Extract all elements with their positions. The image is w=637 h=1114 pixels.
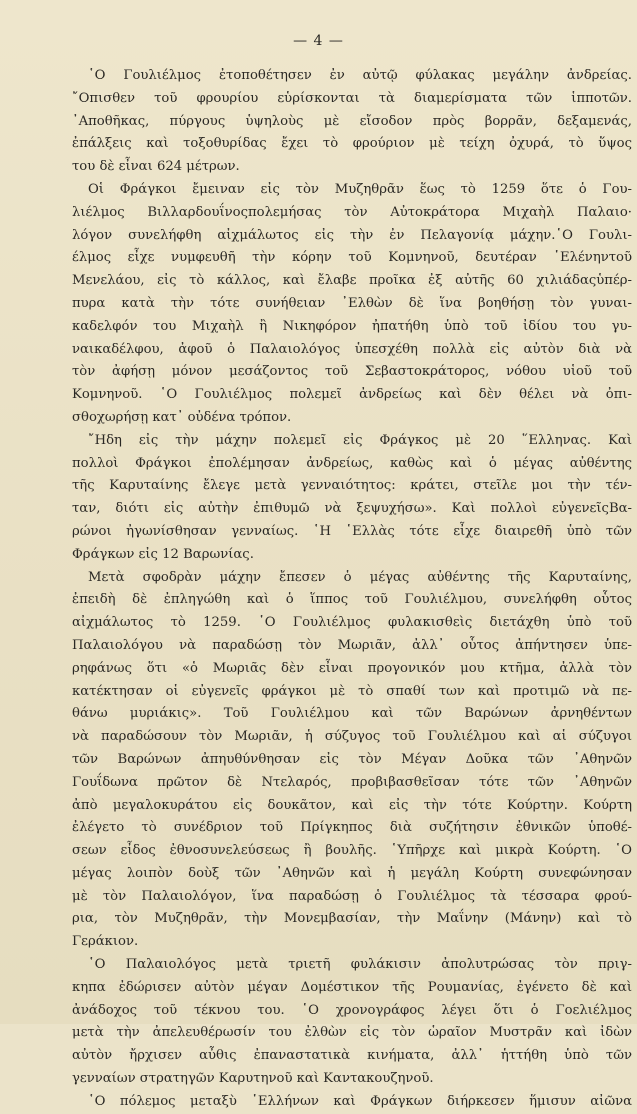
text-line: ταν, διότι εἰς αὐτὴν ἐπιθυμῶ νὰ ξεψυχήσω». Καὶ πολλοὶ εὐγενεῖςΒα-	[72, 501, 632, 517]
text-line: πυρα κατὰ τὴν τότε συνήθειαν ᾿Ελθὼν δὲ ἵνα βοηθήσῃ τὸν γυναι-	[72, 295, 632, 311]
text-line: Φράγκων εἰς 12 Βαρωνίας.	[72, 546, 254, 562]
text-line: ἐλέγετο τὸ συνέδριον τοῦ Πρίγκηπος διὰ συζήτησιν ἐθνικῶν ὑποθέ-	[72, 820, 632, 836]
text-line: Γουΐδωνα πρῶτον δὲ Ντελαρός, προβιβασθεῖσαν τότε τῶν ᾿Αθηνῶν	[72, 774, 632, 790]
text-line: ἐπειδὴ δὲ ἐπληγώθη καὶ ὁ ἵππος τοῦ Γουλιέλμου, συνελήφθη οὗτος	[72, 592, 632, 608]
text-line: αὐτὸν ἤρχισεν αὖθις ἐπαναστατικὰ κινήματα, ἀλλ᾿ ἡττήθη ὑπὸ τῶν	[72, 1048, 632, 1064]
text-line: αἰχμάλωτος τὸ 1259. ῾Ο Γουλιέλμος φυλακισθεὶς διετάχθη ὑπὸ τοῦ	[72, 615, 632, 631]
text-line: Κομνηνοῦ. ῾Ο Γουλιέλμος πολεμεῖ ἀνδρείως καὶ δὲν θέλει νὰ ὀπι-	[72, 387, 632, 403]
text-line: Οἱ Φράγκοι ἔμειναν εἰς τὸν Μυζηθρᾶν ἕως τὸ 1259 ὅτε ὁ Γου-	[88, 181, 632, 197]
text-line: ἀνάδοχος τοῦ τέκνου του. ῾Ο χρονογράφος λέγει ὅτι ὁ Γοελιέλμος	[72, 1002, 632, 1018]
text-line: τῆς Καρυταίνης ἔλεγε μετὰ γενναιότητος: κράτει, στεῖλε μοι τὴν τέν-	[72, 478, 632, 494]
text-line: κηπα ἐδώρισεν αὐτὸν μέγαν Δομέστικον τῆς Ρουμανίας, ἐγένετο δὲ καὶ	[72, 979, 632, 995]
text-line: του δὲ εἶναι 624 μέτρων.	[72, 159, 240, 175]
text-line: ναικαδέλφου, ἀφοῦ ὁ Παλαιολόγος ὑπεσχέθη πολλὰ εἰς αὐτὸν διὰ νὰ	[72, 341, 632, 357]
text-line: ρώνοι ἠγωνίσθησαν γενναίως. ῾Η ῾Ελλὰς τότε εἶχε διαιρεθῆ ὑπὸ τῶν	[72, 523, 632, 539]
text-line: έλμος εἶχε νυμφευθῆ τὴν κόρην τοῦ Κομνηνοῦ, δευτέραν ῾Ελένηντοῦ	[72, 250, 632, 266]
text-line: ῾Ο Γουλιέλμος ἐτοποθέτησεν ἐν αὐτῷ φύλακας μεγάλην ἀνδρείας.	[88, 68, 632, 83]
text-line: τὸν ἀφήσῃ μόνον μεσάζοντος τοῦ Σεβαστοκράτορος, νόθου υἱοῦ τοῦ	[72, 364, 632, 380]
text-line: λιέλμος Βιλλαρδουΐνοςπολεμήσας τὸν Αὐτοκράτορα Μιχαὴλ Παλαιο·	[72, 204, 632, 220]
text-line: καδελφόν του Μιχαὴλ ἢ Νικηφόρον ἠπατήθη ὑπὸ τοῦ ἰδίου του γυ-	[72, 318, 632, 334]
text-line: γενναίων στρατηγῶν Καρυτηνοῦ καὶ Καντακουζηνοῦ.	[72, 1071, 434, 1087]
text-line: κατέκτησαν οἱ εὐγενεῖς φράγκοι μὲ τὸ σπαθί των καὶ προτιμῶ νὰ πε-	[72, 683, 632, 699]
text-line: μετὰ τὴν ἀπελευθέρωσίν του ἐλθὼν εἰς τὸν ὡραῖον Μυστρᾶν καὶ ἰδὼν	[72, 1025, 632, 1041]
body-text	[72, 65, 632, 1114]
text-line: τῶν Βαρώνων ἀπηυθύνθησαν εἰς τὸν Μέγαν Δοῦκα τῶν ᾿Αθηνῶν	[72, 751, 632, 767]
text-line: μὲ τὸν Παλαιολόγον, ἵνα παραδώσῃ ὁ Γουλιέλμος τὰ τέσσαρα φρού-	[72, 888, 632, 904]
text-line: σθοχωρήσῃ κατ᾿ οὐδένα τρόπον.	[72, 409, 292, 425]
text-line: θάνω μυριάκις». Τοῦ Γουλιέλμου καὶ τῶν Βαρώνων ἀρνηθέντων	[72, 706, 632, 722]
text-line: ῾Ο πόλεμος μεταξὺ ῾Ελλήνων καὶ Φράγκων διήρκεσεν ἥμισυν αἰῶνα	[88, 1093, 632, 1109]
text-line: πολλοὶ Φράγκοι ἐπολέμησαν ἀνδρείως, καθὼς καὶ ὁ μέγας αὐθέντης	[72, 455, 632, 471]
text-line: ἐπάλξεις καὶ τοξοθυρίδας ἔχει τὸ φρούριον μὲ τείχη ὀχυρά, τὸ ὕψος	[72, 136, 632, 152]
text-line: Μενελάου, εἰς τὸ κάλλος, καὶ ἔλαβε προῖκα ἐξ αὐτῆς 60 χιλιάδαςὑπέρ-	[72, 273, 632, 289]
text-line: ῎Οπισθεν τοῦ φρουρίου εὑρίσκονται τὰ διαμερίσματα τῶν ἱπποτῶν.	[72, 90, 632, 106]
text-line: ρηφάνως ὅτι «ὁ Μωριᾶς δὲν εἶναι προγονικόν μου κτῆμα, ἀλλὰ τὸν	[72, 660, 632, 676]
text-line: νὰ παραδώσουν τὸν Μωριᾶν, ἡ σύζυγος τοῦ Γουλιέλμου καὶ αἱ σύζυγοι	[72, 729, 632, 745]
text-line: Μετὰ σφοδρὰν μάχην ἔπεσεν ὁ μέγας αὐθέντης τῆς Καρυταίνης,	[88, 569, 632, 585]
text-line: ᾿Αποθῆκας, πύργους ὑψηλοὺς μὲ εἴσοδον πρὸς βορρᾶν, δεξαμενάς,	[72, 113, 632, 129]
text-line: ρια, τὸν Μυζηθρᾶν, τὴν Μονεμβασίαν, τὴν Μαΐνην (Μάνην) καὶ τὸ	[72, 911, 632, 927]
text-line: σεων εἶδος ἐθνοσυνελεύσεως ἢ βουλῆς. ῾Υπῆρχε καὶ μικρὰ Κούρτη. ῾Ο	[72, 843, 632, 859]
text-line: λόγον συνελήφθη αἰχμάλωτος εἰς τὴν ἐν Πελαγονίᾳ μάχην.῾Ο Γουλι-	[72, 227, 632, 243]
text-line: ἀπὸ μεγαλοκυράτου εἰς δουκᾶτον, καὶ εἰς τὴν τότε Κούρτην. Κούρτη	[72, 797, 632, 813]
page-number: — 4 —	[293, 33, 344, 49]
text-line: ῾Ο Παλαιολόγος μετὰ τριετῆ φυλάκισιν ἀπολυτρώσας τὸν πριγ-	[88, 957, 632, 973]
text-line: Παλαιολόγου νὰ παραδώσῃ τὸν Μωριᾶν, ἀλλ᾿ οὗτος ἀπήντησεν ὑπε-	[72, 637, 632, 653]
text-line: Γεράκιον.	[72, 934, 139, 950]
text-line: μέγας λοιπὸν δοὺξ τῶν ᾿Αθηνῶν καὶ ἡ μεγάλη Κούρτη συνεφώνησαν	[72, 865, 632, 881]
text-line: ῎Ηδη εἰς τὴν μάχην πολεμεῖ εἰς Φράγκος μὲ 20 ῞Ελληνας. Καὶ	[88, 432, 632, 448]
